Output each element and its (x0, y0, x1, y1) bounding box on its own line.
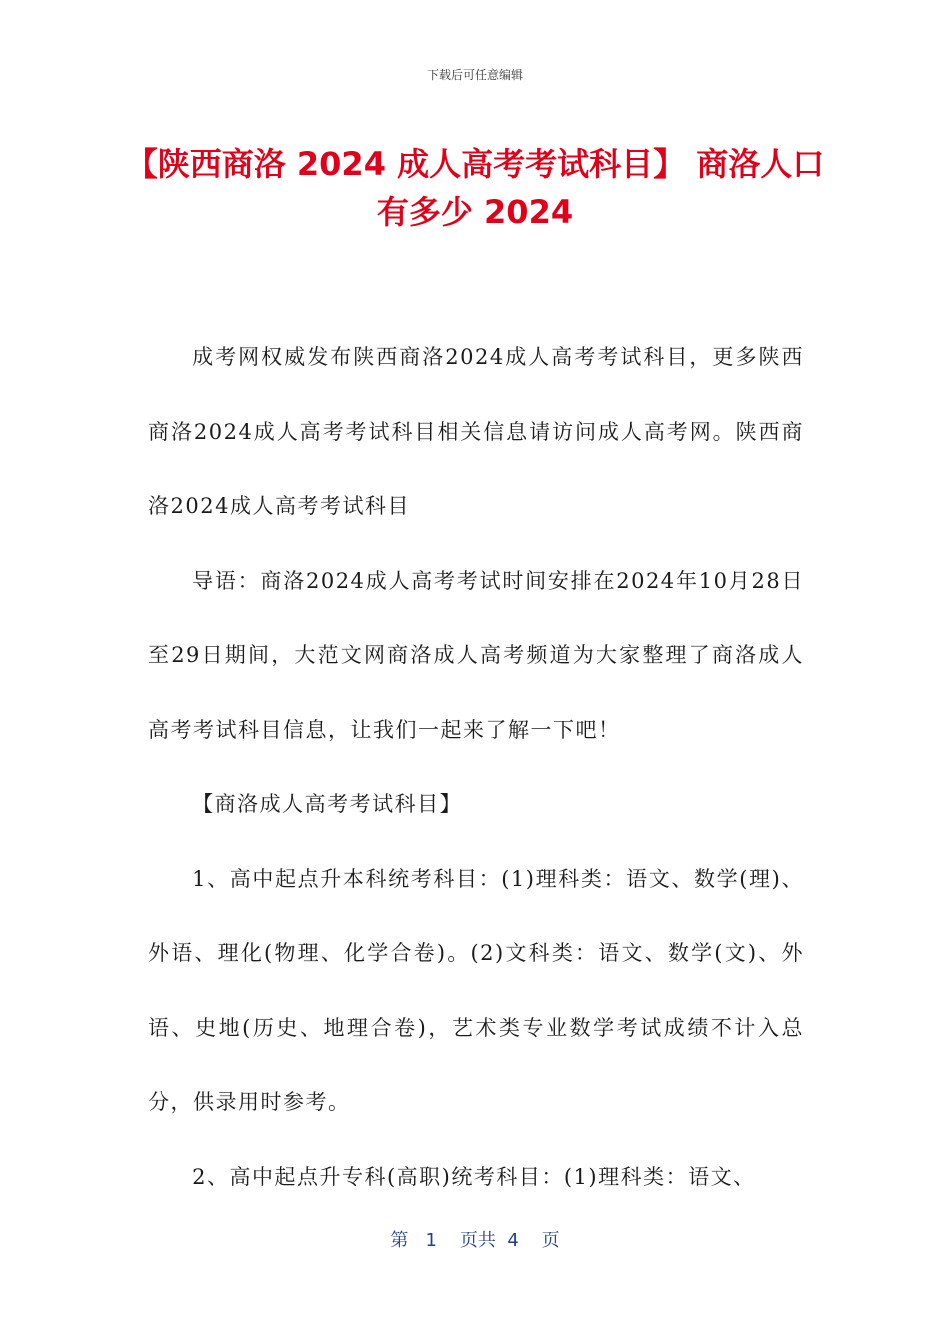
paragraph-guide: 导语：商洛2024成人高考考试时间安排在2024年10月28日至29日期间，大范文网商洛成人高考频道为大家整理了商洛成人高考考试科目信息，让我们一起来了解一下吧！ (148, 568, 804, 742)
footer-total-pages: 4 (507, 1230, 519, 1251)
footer-page-number: 1 (425, 1230, 437, 1251)
document-body (148, 320, 804, 1214)
footer-middle: 页共 (459, 1230, 496, 1251)
paragraph-college-subjects: 2、高中起点升专科(高职)统考科目：(1)理科类：语文、 (192, 1164, 756, 1189)
footer-prefix: 第 (390, 1230, 409, 1251)
footer-suffix: 页 (541, 1230, 560, 1251)
paragraph-intro: 成考网权威发布陕西商洛2024成人高考考试科目，更多陕西商洛2024成人高考考试科目相关信息请访问成人高考网。陕西商洛2024成人高考考试科目 (148, 345, 804, 518)
header-note: 下载后可任意编辑 (426, 68, 523, 82)
paragraph-undergraduate-subjects: 1、高中起点升本科统考科目：(1)理科类：语文、数学(理)、外语、理化(物理、化学合卷)。(2)文科类：语文、数学(文)、外语、史地(历史、地理合卷)，艺术类专业数学考试成绩不计入总分，供录用时参考。 (148, 866, 804, 1114)
paragraph-section-heading: 【商洛成人高考考试科目】 (192, 792, 463, 816)
page-footer (0, 1226, 950, 1252)
document-title: 【陕西商洛 2024 成人高考考试科目】 商洛人口有多少 2024 (125, 145, 825, 231)
